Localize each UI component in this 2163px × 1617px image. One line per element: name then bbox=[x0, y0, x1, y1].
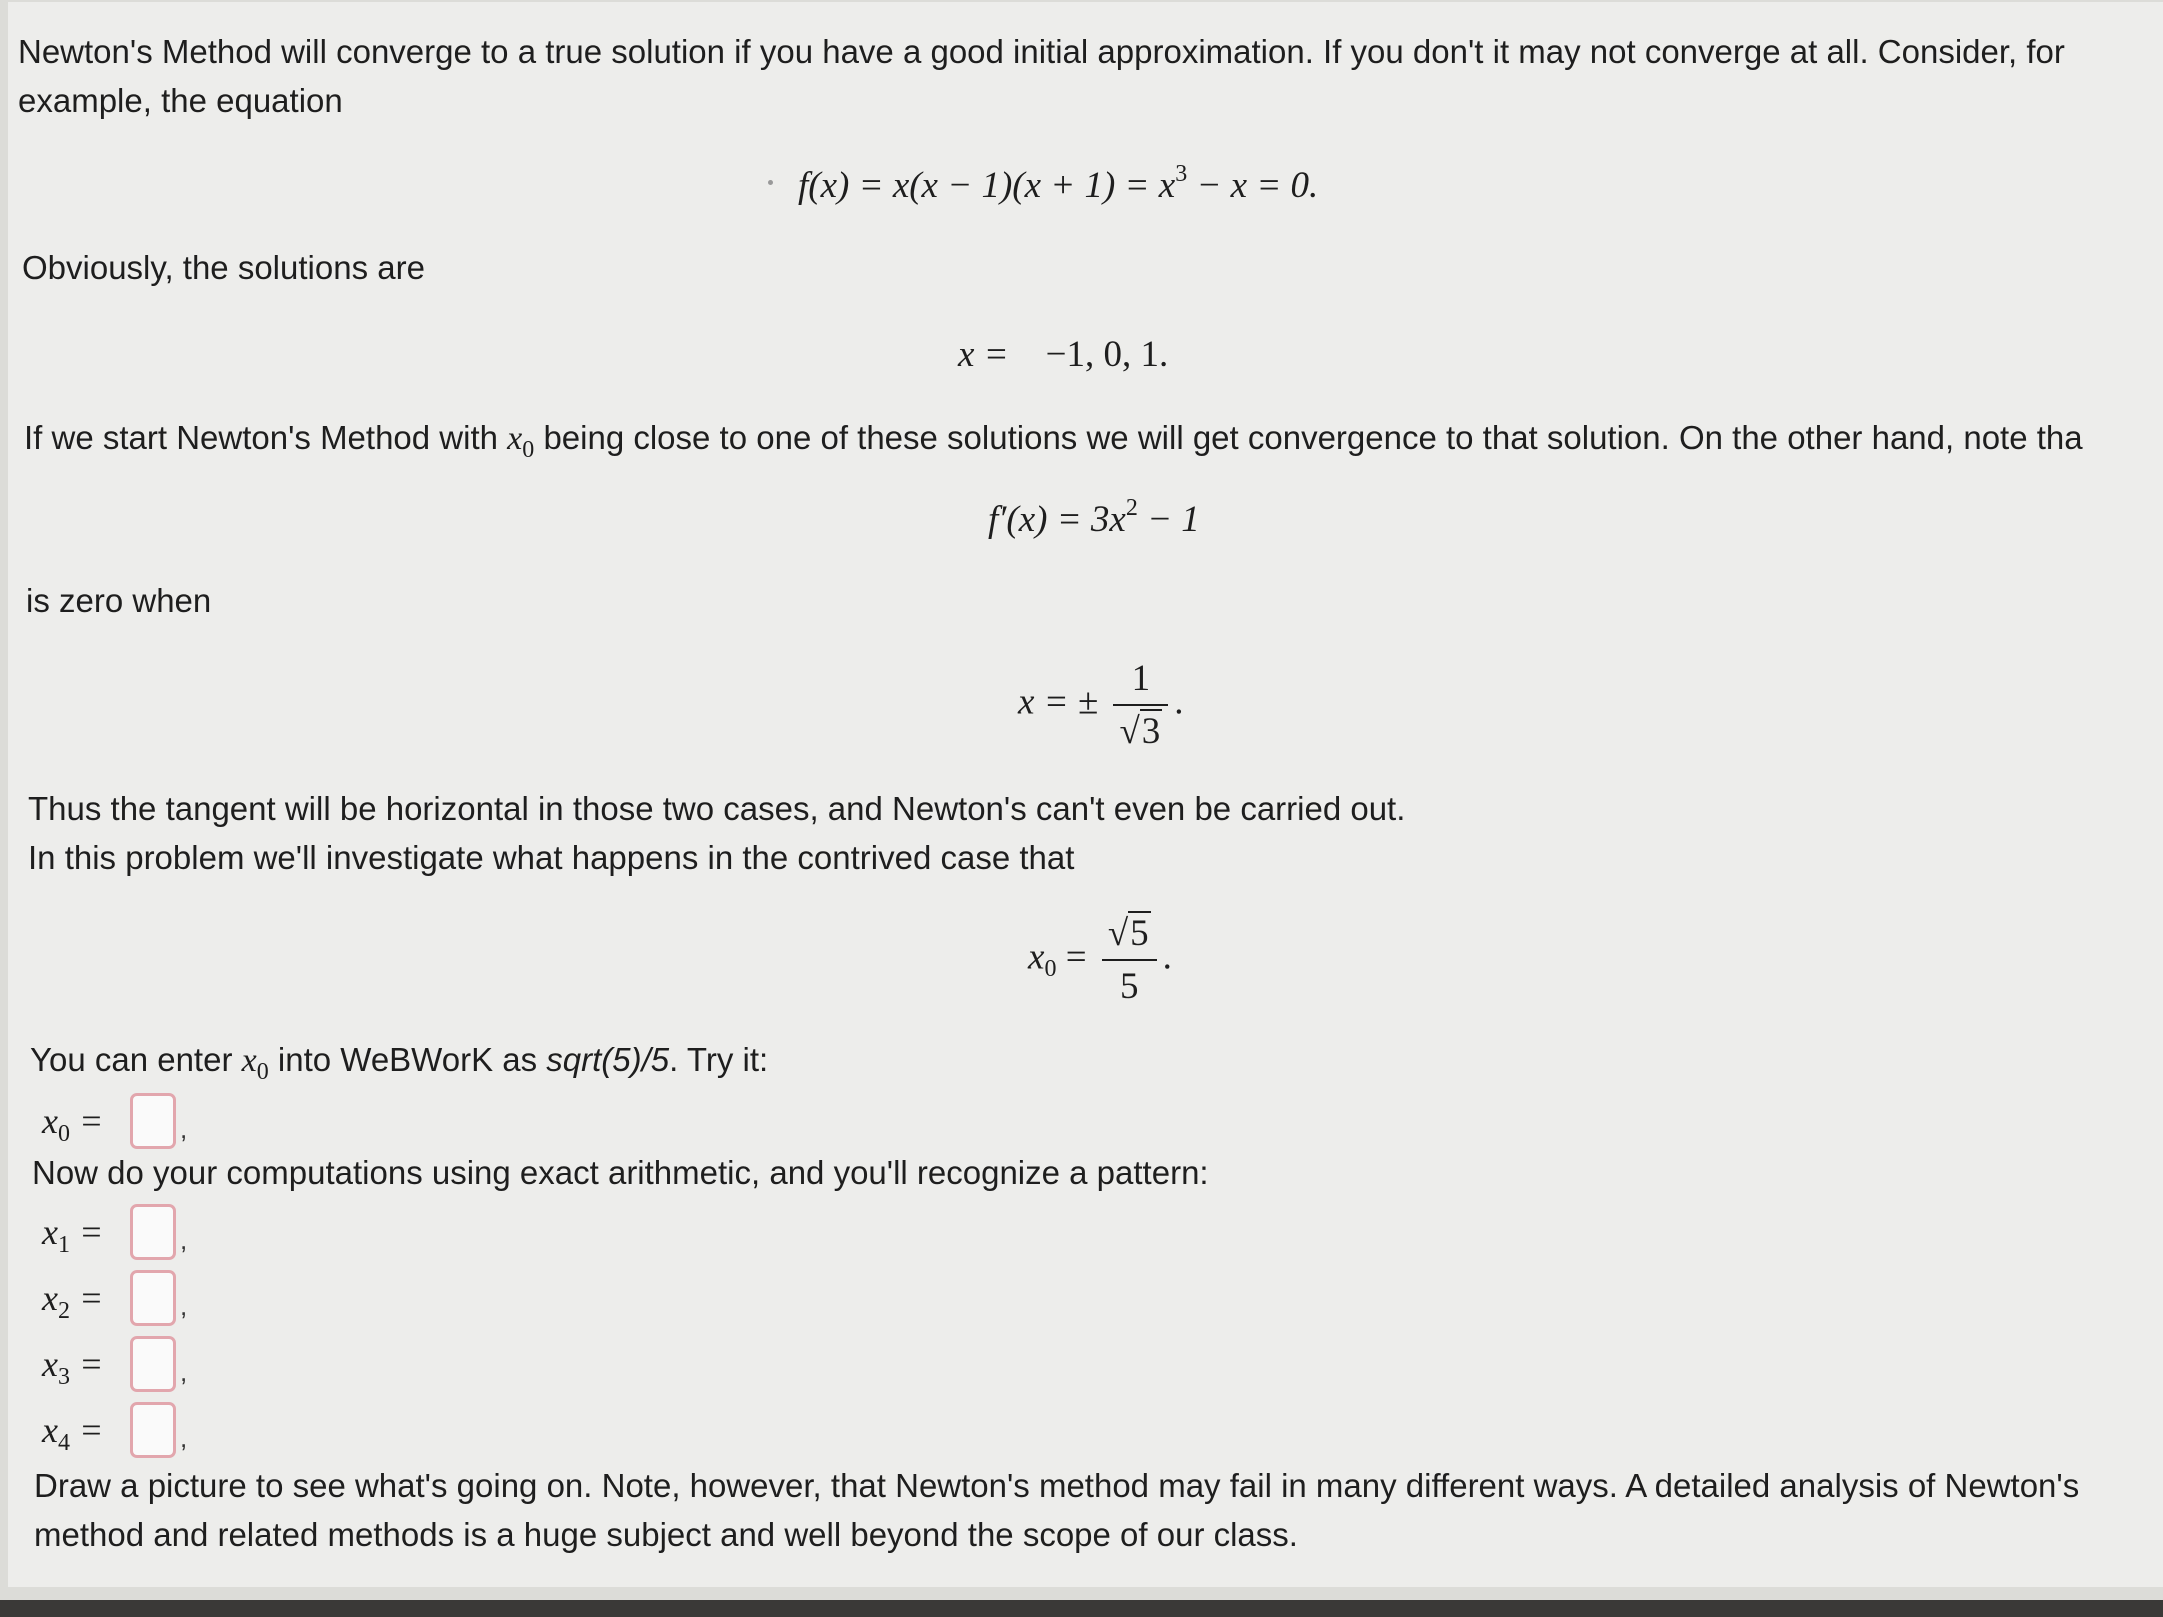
answer-input-x4[interactable] bbox=[130, 1402, 176, 1458]
equation-solutions: x = −1, 0, 1. bbox=[958, 334, 1169, 375]
enter-text: You can enter $x_0$ into WeBWorK as sqrt(5)/5. Try it: bbox=[30, 1041, 769, 1085]
screen-bottom-edge bbox=[0, 1600, 2163, 1617]
final-line-2: method and related methods is a huge subject and well beyond the scope of our class. bbox=[34, 1516, 1298, 1553]
thus-line-1: Thus the tangent will be horizontal in those two cases, and Newton's can't even be carried out. bbox=[28, 790, 1406, 827]
answer-label-x1: $x_1$ = bbox=[42, 1212, 104, 1258]
thus-line-2: In this problem we'll investigate what happens in the contrived case that bbox=[28, 839, 1075, 876]
answer-input-x0[interactable] bbox=[130, 1093, 176, 1149]
equation-x0: $x_0$ = $\frac{√5}{5}$ . bbox=[1028, 913, 1172, 1007]
equation-fx: $f(x) = x(x - 1)(x + 1) = x^3 - x = 0$. bbox=[798, 161, 1319, 206]
answer-row-x3: $x_3$ = , bbox=[42, 1332, 187, 1396]
problem-page bbox=[8, 2, 2163, 1587]
answer-row-x0: $x_0$ = , bbox=[42, 1089, 187, 1153]
answer-row-x1: $x_1$ = , bbox=[42, 1200, 187, 1264]
answer-row-x2: $x_2$ = , bbox=[42, 1266, 187, 1330]
answer-input-x2[interactable] bbox=[130, 1270, 176, 1326]
answer-row-x4: $x_4$ = , bbox=[42, 1398, 187, 1462]
stray-dot bbox=[768, 180, 773, 185]
start-text: If we start Newton's Method with $x_0$ being close to one of these solutions we will get convergence to that solution. On the other hand, note tha bbox=[24, 419, 2083, 463]
answer-label-x2: $x_2$ = bbox=[42, 1278, 104, 1324]
final-line-1: Draw a picture to see what's going on. Note, however, that Newton's method may fail in many different ways. A detailed analysis of Newton's bbox=[34, 1467, 2080, 1504]
zero-when-text: is zero when bbox=[26, 582, 212, 619]
answer-input-x1[interactable] bbox=[130, 1204, 176, 1260]
answer-label-x4: $x_4$ = bbox=[42, 1410, 104, 1456]
answer-label-x3: $x_3$ = bbox=[42, 1344, 104, 1390]
equation-critical-points: x = ± $\frac{1}{√3}$ . bbox=[1018, 658, 1184, 752]
now-do-text: Now do your computations using exact arithmetic, and you'll recognize a pattern: bbox=[32, 1154, 1209, 1191]
intro-line-2: example, the equation bbox=[18, 82, 343, 119]
intro-line-1: Newton's Method will converge to a true solution if you have a good initial approximation. If you don't it may not converge at all. Consider, for bbox=[18, 33, 2065, 70]
equation-derivative: $f'(x) = 3x^2 - 1$ bbox=[988, 495, 1200, 540]
answer-input-x3[interactable] bbox=[130, 1336, 176, 1392]
answer-label-x0: $x_0$ = bbox=[42, 1101, 104, 1147]
obviously-text: Obviously, the solutions are bbox=[22, 249, 425, 286]
